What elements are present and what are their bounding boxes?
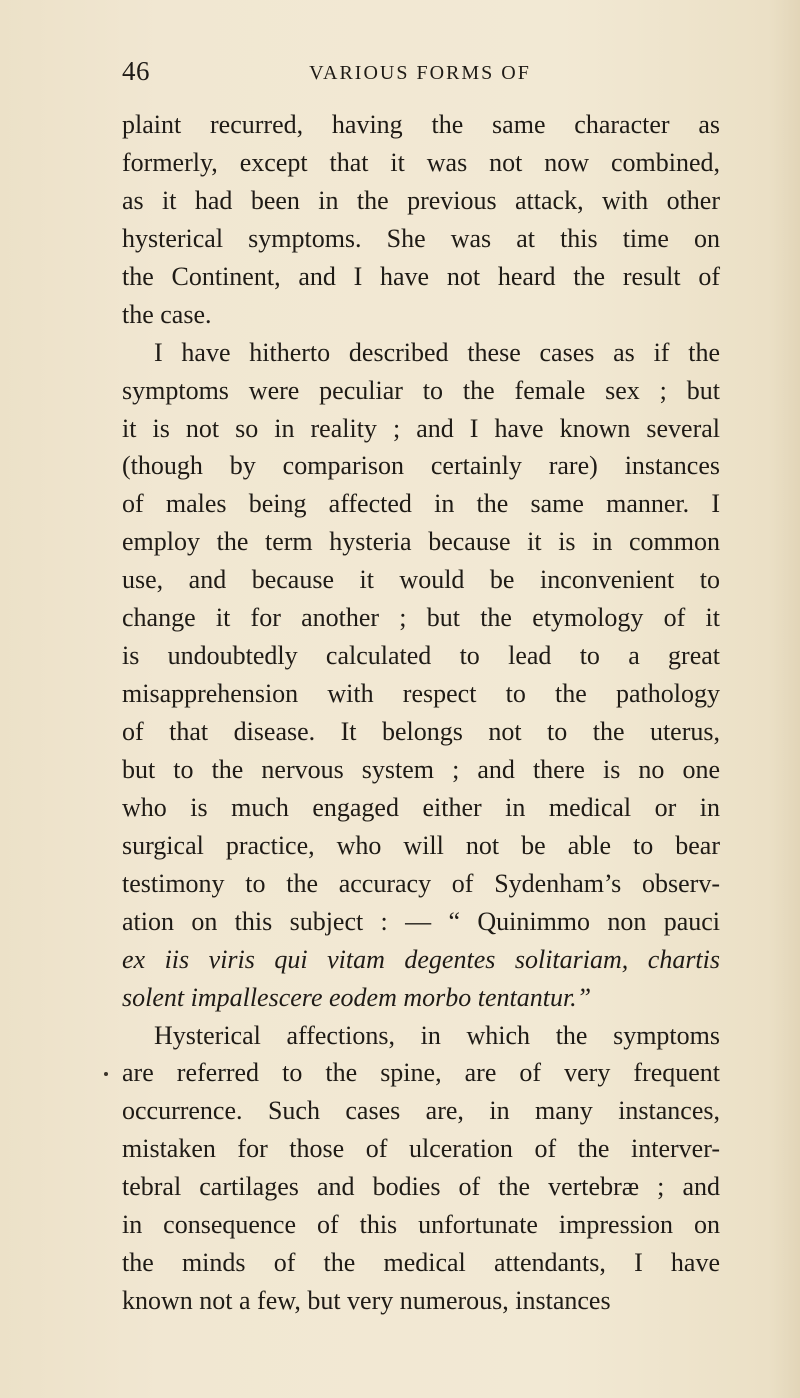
body-text (122, 106, 720, 1320)
text-line: the case. (122, 299, 212, 329)
text-line: I have hitherto described these cases as if the (154, 337, 720, 367)
text-line: hysterical symptoms. She was at this time on (122, 223, 720, 253)
text-line: is undoubtedly calculated to lead to a great (122, 641, 720, 671)
text-line: who is much engaged either in medical or in (122, 792, 720, 822)
text-line: of that disease. It belongs not to the uterus, (122, 717, 720, 746)
text-line: are referred to the spine, are of very frequent (122, 1058, 720, 1088)
text-line: symptoms were peculiar to the female sex ; but (122, 375, 720, 405)
text-line: plaint recurred, having the same character as (122, 110, 720, 139)
text-line: known not a few, but very numerous, instances (122, 1286, 611, 1316)
text-line: use, and because it would be inconvenient to (122, 565, 720, 595)
page-number: 46 (122, 56, 150, 86)
text-line: surgical practice, who will not be able to bear (122, 830, 720, 860)
text-line: (though by comparison certainly rare) instances (122, 451, 720, 481)
text-line: employ the term hysteria because it is in common (122, 527, 720, 557)
text-line: it is not so in reality ; and I have known several (122, 413, 720, 443)
text-line: as it had been in the previous attack, with other (122, 185, 720, 215)
text-line: formerly, except that it was not now combined, (122, 147, 720, 177)
text-line: tebral cartilages and bodies of the vertebræ ; and (122, 1172, 720, 1202)
text-line: misapprehension with respect to the pathology (122, 679, 720, 709)
text-line: in consequence of this unfortunate impression on (122, 1210, 720, 1240)
text-line: Hysterical affections, in which the symptoms (154, 1020, 720, 1050)
text-line: of males being affected in the same manner. I (122, 489, 720, 519)
text-line: testimony to the accuracy of Sydenham’s observ- (122, 868, 720, 898)
text-line: but to the nervous system ; and there is no one (122, 754, 720, 784)
text-line: change it for another ; but the etymology of it (122, 603, 720, 633)
text-line: the Continent, and I have not heard the result of (122, 261, 720, 291)
text-line: occurrence. Such cases are, in many instances, (122, 1096, 720, 1126)
margin-mark (104, 1072, 108, 1076)
text-line-latin: solent impallescere eodem morbo tentantur.” (122, 982, 592, 1012)
text-line: ation on this subject : — “ Quinimmo non pauci (122, 906, 720, 936)
text-line: the minds of the medical attendants, I have (122, 1248, 720, 1278)
running-title: VARIOUS FORMS OF (309, 62, 531, 84)
text-line-latin: ex iis viris qui vitam degentes solitariam, chartis (122, 944, 720, 974)
text-line: mistaken for those of ulceration of the interver- (122, 1134, 720, 1164)
running-head (0, 56, 800, 96)
